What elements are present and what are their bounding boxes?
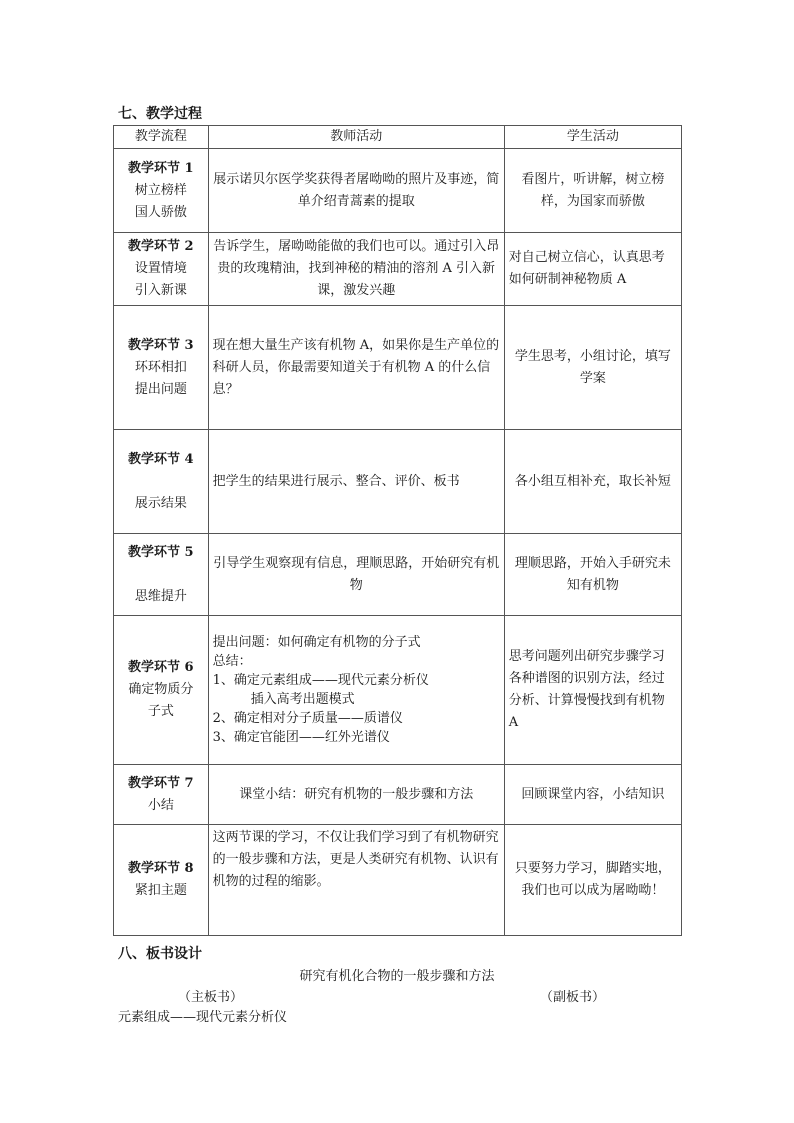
stage-sub: 设置情境: [134, 261, 187, 276]
stage-name: 教学环节 8: [128, 861, 194, 876]
table-row: [114, 306, 682, 430]
stage-cell: [114, 825, 209, 936]
stage-sub: 引入新课: [134, 283, 187, 298]
teacher-line: 3、确定官能团——红外光谱仪: [212, 730, 390, 745]
stage-cell: [114, 430, 209, 534]
stage-name: 教学环节 5: [128, 544, 194, 560]
stage-sub: 思维提升: [134, 588, 187, 604]
teacher-activity: 引导学生观察现有信息，理顺思路，开始研究有机物: [208, 534, 504, 616]
teacher-activity: [208, 616, 504, 765]
student-activity: 回顾课堂内容，小结知识: [504, 765, 681, 825]
table-row: [114, 765, 682, 825]
teacher-activity: 告诉学生，屠呦呦能做的我们也可以。通过引入昂贵的玫瑰精油，找到神秘的精油的溶剂 A 引入新课，激发兴趣: [208, 233, 504, 306]
stage-sub: [118, 564, 204, 586]
teacher-activity: 这两节课的学习，不仅让我们学习到了有机物研究的一般步骤和方法，更是人类研究有机物、认识有机物的过程的缩影。: [208, 825, 504, 936]
stage-name: 教学环节 1: [128, 160, 194, 176]
teacher-activity: 把学生的结果进行展示、整合、评价、板书: [208, 430, 504, 534]
teacher-line: 总结：: [212, 654, 252, 669]
board-main-label: （主板书）: [178, 990, 244, 1005]
stage-cell: [114, 534, 209, 616]
table-row: [114, 149, 682, 233]
table-row: [114, 233, 682, 306]
stage-sub: 树立榜样: [134, 182, 187, 198]
stage-sub: 紧扣主题: [134, 883, 187, 898]
stage-sub: 提出问题: [134, 381, 187, 397]
header-student: 学生活动: [504, 126, 681, 149]
stage-cell: [114, 233, 209, 306]
student-activity: 对自己树立信心，认真思考如何研制神秘物质 A: [504, 233, 681, 306]
table-row: [114, 616, 682, 765]
student-activity: 思考问题列出研究步骤学习各种谱图的识别方法，经过分析、计算慢慢找到有机物 A: [504, 616, 681, 765]
stage-cell: [114, 616, 209, 765]
stage-cell: [114, 149, 209, 233]
section-7-title: 七、教学过程: [118, 106, 202, 122]
stage-name: 教学环节 7: [128, 775, 194, 791]
student-activity: 只要努力学习，脚踏实地，我们也可以成为屠呦呦！: [504, 825, 681, 936]
board-line: 元素组成——现代元素分析仪: [118, 1010, 288, 1025]
teacher-line: 插入高考出题模式: [250, 692, 355, 707]
stage-sub: 子式: [147, 704, 174, 719]
teacher-line: 1、确定元素组成——现代元素分析仪: [212, 673, 429, 688]
stage-name: 教学环节 6: [128, 660, 194, 675]
teacher-activity: 现在想大量生产该有机物 A，如果你是生产单位的科研人员，你最需要知道关于有机物 A 的什么信息？: [208, 306, 504, 430]
stage-sub: [118, 471, 204, 493]
stage-cell: [114, 765, 209, 825]
student-activity: 理顺思路，开始入手研究未知有机物: [504, 534, 681, 616]
teaching-process-table: [113, 125, 682, 936]
table-header-row: [114, 126, 682, 149]
table-row: [114, 430, 682, 534]
board-title: 研究有机化合物的一般步骤和方法: [299, 969, 495, 984]
stage-name: 教学环节 2: [128, 239, 194, 254]
teacher-line: 提出问题：如何确定有机物的分子式: [212, 635, 421, 650]
stage-sub: 展示结果: [134, 495, 187, 511]
stage-sub: 环环相扣: [134, 359, 187, 375]
stage-cell: [114, 306, 209, 430]
teacher-activity: 展示诺贝尔医学奖获得者屠呦呦的照片及事迹，简单介绍青蒿素的提取: [208, 149, 504, 233]
stage-name: 教学环节 3: [128, 337, 194, 353]
header-flow: 教学流程: [114, 126, 209, 149]
header-teacher: 教师活动: [208, 126, 504, 149]
table-row: [114, 534, 682, 616]
teacher-line: 2、确定相对分子质量——质谱仪: [212, 711, 403, 726]
section-8-title: 八、板书设计: [118, 946, 202, 962]
stage-sub: 国人骄傲: [134, 204, 187, 220]
board-sub-label: （副板书）: [540, 990, 606, 1005]
student-activity: 各小组互相补充，取长补短: [504, 430, 681, 534]
stage-name: 教学环节 4: [128, 451, 194, 467]
table-row: [114, 825, 682, 936]
student-activity: 学生思考，小组讨论，填写学案: [504, 306, 681, 430]
stage-sub: 确定物质分: [128, 682, 194, 697]
stage-sub: 小结: [147, 797, 174, 813]
student-activity: 看图片，听讲解，树立榜样，为国家而骄傲: [504, 149, 681, 233]
teacher-activity: 课堂小结：研究有机物的一般步骤和方法: [208, 765, 504, 825]
